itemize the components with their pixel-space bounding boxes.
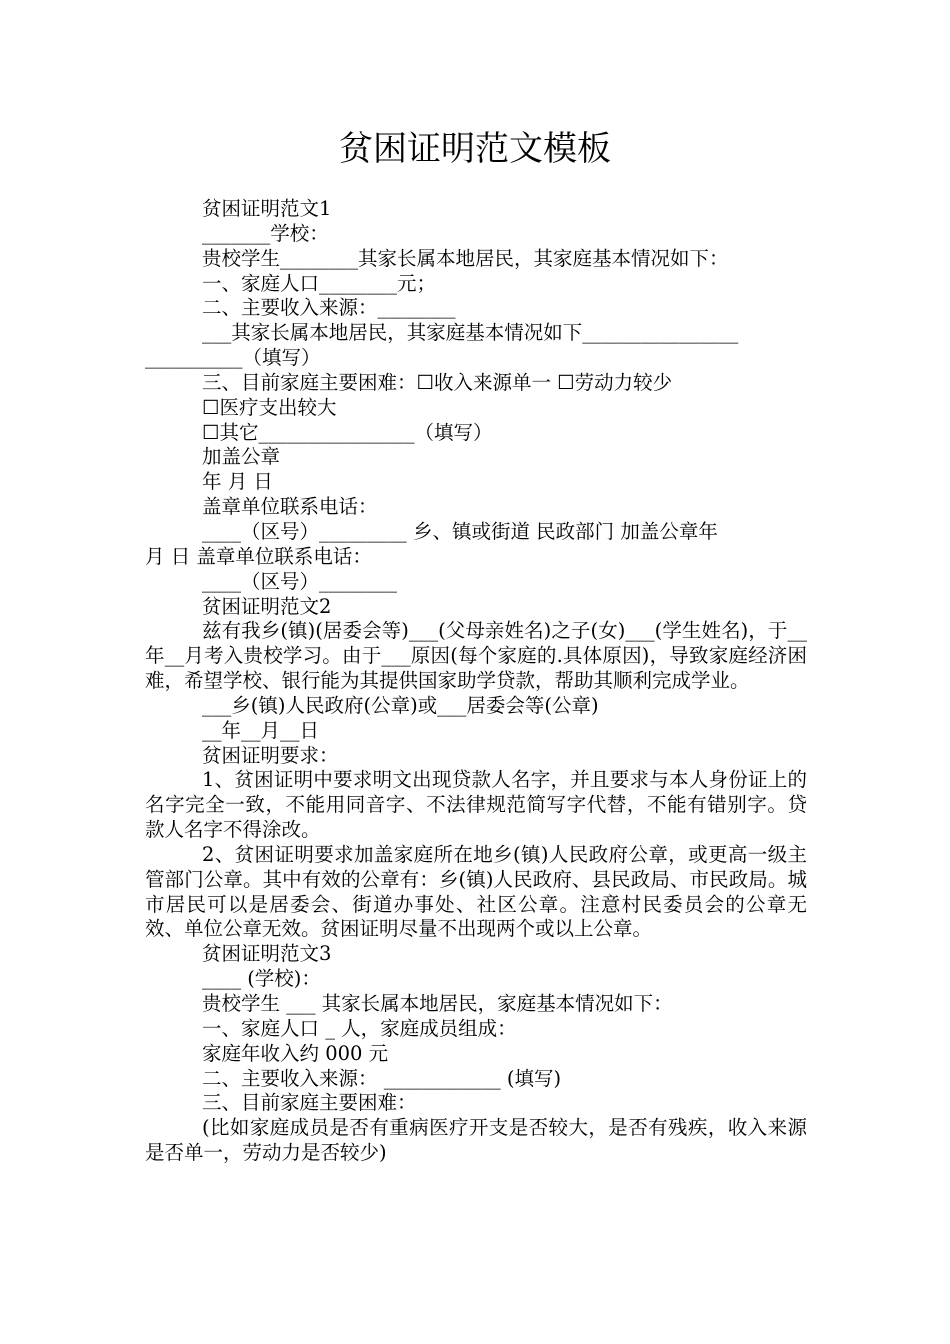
body-paragraph: (比如家庭成员是否有重病医疗开支是否较大，是否有残疾，收入来源是否单一，劳动力是否较少)	[145, 1116, 807, 1165]
body-line: 二、主要收入来源： ____________ (填写)	[202, 1066, 562, 1090]
date-line: __年__月__日	[202, 718, 320, 742]
section-heading: 贫困证明范文1	[202, 197, 332, 220]
seal-line: ___乡(镇)人民政府(公章)或___居委会等(公章)	[202, 693, 599, 717]
document-body	[145, 197, 807, 1166]
section-heading: 贫困证明范文2	[202, 594, 332, 618]
document-title: 贫困证明范文模板	[339, 129, 611, 169]
body-line: ____（区号）_________ 乡、镇或街道 民政部门 加盖公章年	[202, 519, 718, 543]
body-line: 三、目前家庭主要困难：	[202, 1091, 417, 1115]
requirement-paragraph: 1、贫困证明中要求明文出现贷款人名字，并且要求与本人身份证上的名字完全一致，不能用同音字、不法律规范简写字代替，不能有错别字。贷款人名字不得涂改。	[145, 768, 807, 842]
salutation-line: ____ (学校)：	[202, 967, 321, 991]
salutation-line: _______学校：	[202, 221, 329, 245]
body-line: ___其家长属本地居民，其家庭基本情况如下________________	[202, 321, 739, 345]
date-line: 年 月 日	[202, 470, 273, 494]
body-line: ____（区号）________	[202, 569, 398, 593]
requirement-paragraph: 2、贫困证明要求加盖家庭所在地乡(镇)人民政府公章，或更高一级主管部门公章。其中有效的公章有：乡(镇)人民政府、县民政局、市民政局。城市居民可以是居委会、街道办事处、社区公章。注意村民委员会的公章无效、单位公章无效。贫困证明尽量不出现两个或以上公章。	[145, 842, 807, 941]
body-line: 贵校学生 ___ 其家长属本地居民，家庭基本情况如下：	[202, 992, 673, 1015]
subheading: 贫困证明要求：	[202, 743, 339, 767]
body-line: 月 日 盖章单位联系电话：	[145, 544, 372, 568]
seal-line: 加盖公章	[202, 445, 281, 469]
body-line: 家庭年收入约 000 元	[202, 1041, 389, 1065]
body-line: 三、目前家庭主要困难：☐收入来源单一 ☐劳动力较少	[202, 370, 673, 394]
checkbox-line: ☐医疗支出较大	[202, 395, 337, 419]
body-line: __________（填写）	[145, 346, 321, 370]
phone-line: 盖章单位联系电话：	[202, 495, 378, 519]
section-heading: 贫困证明范文3	[202, 942, 332, 966]
checkbox-line: ☐其它________________（填写）	[202, 420, 493, 444]
body-line: 贵校学生________其家长属本地居民，其家庭基本情况如下：	[202, 246, 729, 270]
body-paragraph: 兹有我乡(镇)(居委会等)___(父母亲姓名)之子(女)___(学生姓名)，于__年__月考入贵校学习。由于___原因(每个家庭的.具体原因)，导致家庭经济困难，希望学校、银行能为其提供国家助学贷款，帮助其顺利完成学业。	[145, 619, 807, 693]
body-line: 二、主要收入来源：________	[202, 296, 456, 320]
body-line: 一、家庭人口________元；	[202, 271, 437, 295]
body-line: 一、家庭人口 _ 人，家庭成员组成：	[202, 1016, 517, 1040]
